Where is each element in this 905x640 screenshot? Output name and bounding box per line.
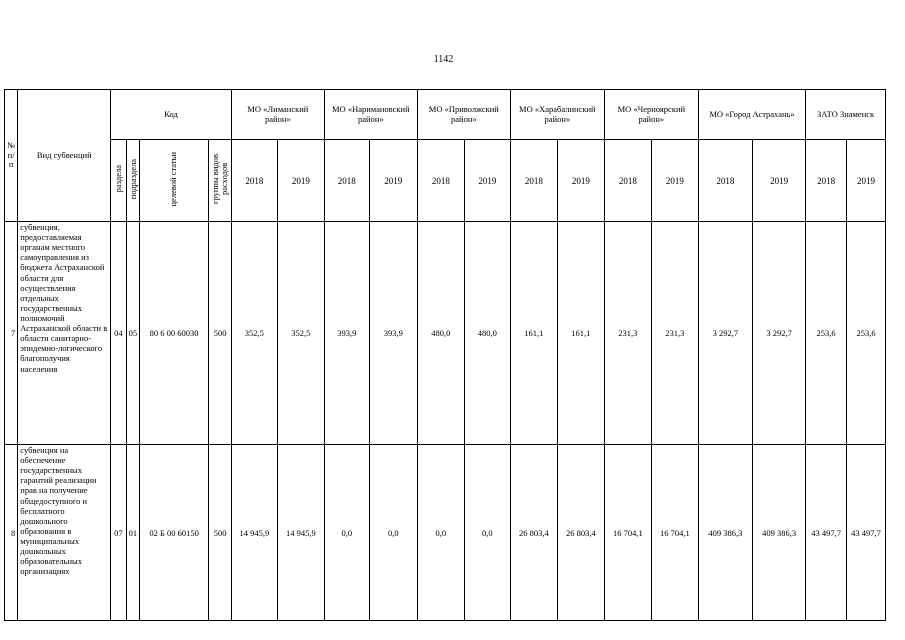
value-cell: 43 497,7 bbox=[806, 445, 847, 621]
table-row bbox=[5, 222, 886, 445]
value-cell: 352,5 bbox=[277, 222, 324, 445]
header-year: 2018 bbox=[510, 140, 557, 222]
value-cell: 3 292,7 bbox=[753, 222, 806, 445]
header-year: 2018 bbox=[324, 140, 369, 222]
value-cell: 253,6 bbox=[847, 222, 886, 445]
header-code-podrazdel: подраздела bbox=[126, 140, 139, 222]
value-cell: 43 497,7 bbox=[847, 445, 886, 621]
header-year: 2018 bbox=[417, 140, 464, 222]
header-year: 2018 bbox=[604, 140, 651, 222]
header-year: 2018 bbox=[698, 140, 752, 222]
header-year: 2018 bbox=[231, 140, 277, 222]
code-target: 80 6 00 60030 bbox=[139, 222, 208, 445]
header-year: 2019 bbox=[464, 140, 510, 222]
header-year: 2019 bbox=[369, 140, 417, 222]
value-cell: 26 803,4 bbox=[510, 445, 557, 621]
code-razdel: 07 bbox=[111, 445, 126, 621]
header-year: 2019 bbox=[651, 140, 698, 222]
header-municipality: МО «Черноярский район» bbox=[604, 90, 698, 140]
row-number: 8 bbox=[5, 445, 18, 621]
subvention-table bbox=[4, 89, 886, 621]
code-target: 02 Б 00 60150 bbox=[139, 445, 208, 621]
header-year: 2019 bbox=[277, 140, 324, 222]
code-razdel: 04 bbox=[111, 222, 126, 445]
value-cell: 26 803,4 bbox=[557, 445, 604, 621]
header-num: № п/п bbox=[5, 90, 18, 222]
value-cell: 0,0 bbox=[417, 445, 464, 621]
value-cell: 393,9 bbox=[369, 222, 417, 445]
code-podrazdel: 01 bbox=[126, 445, 139, 621]
subvention-description: субвенция на обеспечение государственных гарантий реализации прав на получение общедоступного и бесплатного дошкольного образования в муниципальных дошкольных образовательных организациях bbox=[18, 445, 111, 621]
header-year: 2019 bbox=[753, 140, 806, 222]
value-cell: 393,9 bbox=[324, 222, 369, 445]
header-municipality: МО «Наримановский район» bbox=[324, 90, 417, 140]
header-year: 2019 bbox=[557, 140, 604, 222]
value-cell: 14 945,9 bbox=[231, 445, 277, 621]
value-cell: 0,0 bbox=[324, 445, 369, 621]
value-cell: 409 386,3 bbox=[698, 445, 752, 621]
header-subvention-type: Вид субвенций bbox=[18, 90, 111, 222]
header-year: 2018 bbox=[806, 140, 847, 222]
row-number: 7 bbox=[5, 222, 18, 445]
value-cell: 0,0 bbox=[369, 445, 417, 621]
code-group: 500 bbox=[209, 222, 231, 445]
value-cell: 14 945,9 bbox=[277, 445, 324, 621]
value-cell: 253,6 bbox=[806, 222, 847, 445]
value-cell: 161,1 bbox=[557, 222, 604, 445]
header-municipality: МО «Харабалинский район» bbox=[510, 90, 604, 140]
header-municipality: МО «Приволжский район» bbox=[417, 90, 510, 140]
header-code-target: целевой статьи bbox=[139, 140, 208, 222]
value-cell: 480,0 bbox=[417, 222, 464, 445]
value-cell: 0,0 bbox=[464, 445, 510, 621]
header-year: 2019 bbox=[847, 140, 886, 222]
header-code-razdel: раздела bbox=[111, 140, 126, 222]
header-municipality: ЗАТО Знаменск bbox=[806, 90, 886, 140]
value-cell: 352,5 bbox=[231, 222, 277, 445]
header-municipality: МО «Лиманский район» bbox=[231, 90, 324, 140]
subvention-description: субвенция, предоставляемая органам местного самоуправления из бюджета Астраханской области для осуществления отдельных государственных полномочий Астраханской области в области санитарно-эпидемио-логического благополучия населения bbox=[18, 222, 111, 445]
code-group: 500 bbox=[209, 445, 231, 621]
header-code-group: группы видов расходов bbox=[209, 140, 231, 222]
header-code: Код bbox=[111, 90, 232, 140]
value-cell: 231,3 bbox=[604, 222, 651, 445]
table-row bbox=[5, 445, 886, 621]
value-cell: 409 386,3 bbox=[753, 445, 806, 621]
value-cell: 231,3 bbox=[651, 222, 698, 445]
value-cell: 16 704,1 bbox=[651, 445, 698, 621]
value-cell: 16 704,1 bbox=[604, 445, 651, 621]
page-number: 1142 bbox=[433, 54, 454, 65]
value-cell: 480,0 bbox=[464, 222, 510, 445]
header-municipality: МО «Город Астрахань» bbox=[698, 90, 805, 140]
value-cell: 3 292,7 bbox=[698, 222, 752, 445]
code-podrazdel: 05 bbox=[126, 222, 139, 445]
value-cell: 161,1 bbox=[510, 222, 557, 445]
